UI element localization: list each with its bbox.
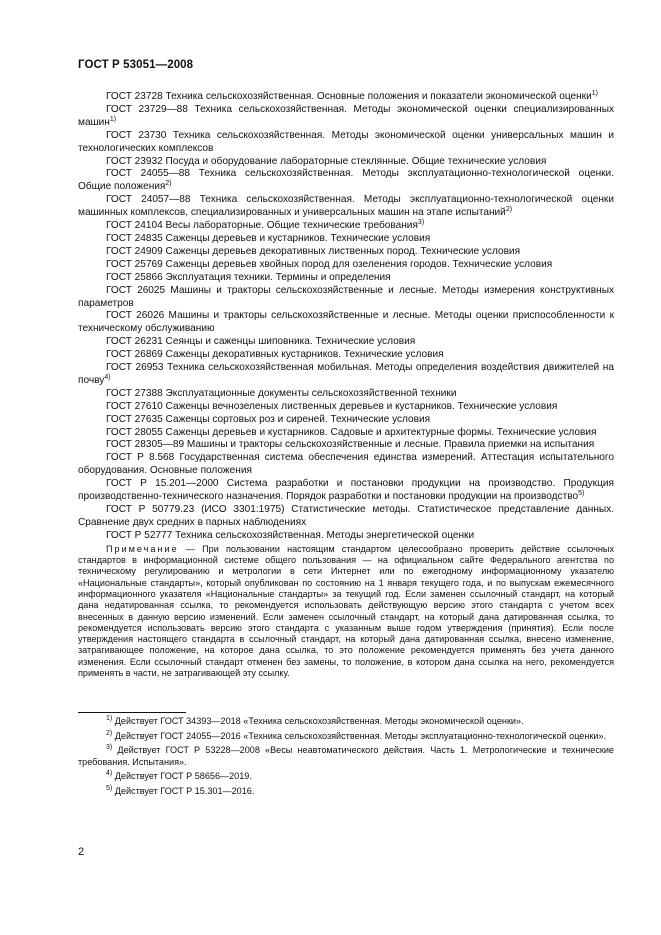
- reference-item: [78, 91, 614, 104]
- reference-item: [78, 233, 614, 246]
- reference-item: [78, 504, 614, 530]
- footnote-text: Действует ГОСТ Р 15.301—2016.: [114, 785, 255, 796]
- reference-item: [78, 388, 614, 401]
- footnote-item: [78, 731, 614, 743]
- reference-text: ГОСТ Р 50779.23 (ИСО 3301:1975) Статистические методы. Статистическое представление данных. Сравнение двух средних в парных наблюдениях: [78, 504, 614, 528]
- footnote-text: Действует ГОСТ 24055—2016 «Техника сельскохозяйственная. Методы эксплуатационно-технологической оценки».: [114, 730, 607, 741]
- footnote-marker: 4): [104, 373, 111, 381]
- reference-text: ГОСТ 23728 Техника сельскохозяйственная. Основные положения и показатели экономической оценки: [106, 91, 592, 102]
- reference-item: [78, 259, 614, 272]
- reference-text: ГОСТ Р 52777 Техника сельскохозяйственная. Методы энергетической оценки: [106, 529, 475, 541]
- reference-text: ГОСТ 28055 Саженцы деревьев и кустарников. Садовые и архитектурные формы. Технические условия: [106, 426, 597, 438]
- footnote-number: 2): [106, 729, 113, 737]
- reference-item: [78, 310, 614, 336]
- footnote-text: Действует ГОСТ Р 58656—2019.: [114, 771, 252, 782]
- reference-item: [78, 246, 614, 259]
- footnote-text: Действует ГОСТ Р 53228—2008 «Весы неавтоматического действия. Часть 1. Метрологические и технические требования. Испытания».: [78, 745, 614, 767]
- reference-item: [78, 168, 614, 194]
- reference-text: ГОСТ Р 8.568 Государственная система обеспечения единства измерений. Аттестация испытательного оборудования. Основные положения: [78, 452, 614, 477]
- reference-text: ГОСТ 24057—88 Техника сельскохозяйственная. Методы эксплуатационно-технологической оценки машинных комплексов, специализированных и универсальных машин на этапе испытаний: [78, 194, 614, 219]
- reference-text: ГОСТ 24055—88 Техника сельскохозяйственная. Методы эксплуатационно-технологической оценки. Общие положения: [78, 168, 614, 193]
- document-header-code: ГОСТ Р 53051—2008: [78, 59, 194, 71]
- reference-item: [78, 362, 614, 388]
- footnote-item: [78, 745, 614, 768]
- footnote-separator: [78, 712, 186, 713]
- reference-item: [78, 530, 614, 543]
- reference-item: [78, 439, 614, 452]
- footnote-number: 1): [106, 715, 113, 722]
- footnote-marker: 2): [165, 180, 172, 188]
- footnote-marker: 5): [578, 490, 585, 498]
- footnote-marker: 1): [109, 115, 117, 123]
- reference-text: ГОСТ 24104 Весы лабораторные. Общие технические требования: [106, 220, 418, 232]
- reference-item: [78, 156, 614, 169]
- reference-item: [78, 401, 614, 414]
- reference-text: ГОСТ 28305—89 Машины и тракторы сельскохозяйственные и лесные. Правила приемки на испытания: [106, 439, 595, 451]
- page-number: 2: [78, 846, 85, 858]
- note-paragraph: [78, 544, 614, 680]
- footnotes: [78, 716, 614, 801]
- reference-text: ГОСТ 27610 Саженцы вечнозеленых лиственных деревьев и кустарников. Технические условия: [106, 400, 558, 412]
- reference-text: ГОСТ 26953 Техника сельскохозяйственная мобильная. Методы определения воздействия движителей на почву: [78, 362, 614, 386]
- reference-item: [78, 194, 614, 220]
- reference-text: ГОСТ 26231 Сеянцы и саженцы шиповника. Технические условия: [106, 336, 416, 348]
- footnote-marker: 2): [505, 206, 513, 214]
- reference-text: ГОСТ 25866 Эксплуатация техники. Термины и определения: [106, 271, 391, 283]
- reference-item: [78, 414, 614, 427]
- reference-text: ГОСТ 23932 Посуда и оборудование лабораторные стеклянные. Общие технические условия: [106, 155, 547, 167]
- reference-text: ГОСТ Р 15.201—2000 Система разработки и постановки продукции на производство. Продукция производственно-технического назначения. Порядок разработки и постановки продукции на производство: [78, 478, 614, 503]
- footnote-number: 4): [106, 770, 113, 778]
- footnote-number: 3): [106, 744, 113, 752]
- reference-item: [78, 452, 614, 478]
- reference-text: ГОСТ 24909 Саженцы деревьев декоративных лиственных пород. Технические условия: [106, 245, 521, 257]
- reference-text: ГОСТ 23729—88 Техника сельскохозяйственная. Методы экономической оценки специализированных машин: [78, 103, 614, 128]
- normative-references: [78, 91, 614, 679]
- reference-text: ГОСТ 23730 Техника сельскохозяйственная. Методы экономической оценки универсальных машин и технологических комплексов: [78, 129, 614, 154]
- footnote-item: [78, 716, 614, 728]
- reference-text: ГОСТ 27388 Эксплуатационные документы сельскохозяйственной техники: [106, 387, 457, 399]
- reference-item: [78, 220, 614, 233]
- reference-list: [78, 91, 614, 543]
- footnote-item: [78, 786, 614, 798]
- reference-text: ГОСТ 25769 Саженцы деревьев хвойных пород для озеленения городов. Технические условия: [106, 258, 553, 270]
- reference-item: [78, 478, 614, 504]
- note-label: Примечание: [106, 543, 179, 554]
- note-dash: —: [178, 543, 203, 554]
- reference-item: [78, 272, 614, 285]
- reference-item: [78, 130, 614, 156]
- reference-item: [78, 349, 614, 362]
- footnote-marker: 1): [591, 90, 598, 97]
- reference-text: ГОСТ 26026 Машины и тракторы сельскохозяйственные и лесные. Методы оценки приспособленности к техническому обслуживанию: [78, 310, 614, 335]
- note-text: При пользовании настоящим стандартом целесообразно проверить действие ссылочных стандартов в информационной системе общего пользования — на официальном сайте Федерального агентства по техническому регулированию и метрологии в сети Интернет или по ежегодному информационному указателю «Национальные стандарты», который опубликован по состоянию на 1 января текущего года, и по выпускам ежемесячного информационного указателя «Национальные стандарты» за текущий год. Если заменен ссылочный стандарт, на который дана недатированная ссылка, то рекомендуется использовать действующую версию этого стандарта с учетом всех внесенных в данную версию изменений. Если заменен ссылочный стандарт, на который дана датированная ссылка, то рекомендуется использовать версию этого стандарта с указанным выше годом утверждения (принятия). Если после утверждения настоящего стандарта в ссылочный стандарт, на который дана датированная ссылка, внесено изменение, затрагивающее положение, на которое дана ссылка, то это положение рекомендуется применять без учета данного изменения. Если ссылочный стандарт отменен без замены, то положение, в котором дана ссылка на него, рекомендуется применять в части, не затрагивающей эту ссылку.: [78, 543, 614, 678]
- reference-text: ГОСТ 27635 Саженцы сортовых роз и сиреней. Технические условия: [106, 413, 431, 425]
- footnote-item: [78, 771, 614, 783]
- reference-item: [78, 427, 614, 440]
- reference-item: [78, 104, 614, 130]
- reference-text: ГОСТ 26025 Машины и тракторы сельскохозяйственные и лесные. Методы измерения конструктивных параметров: [78, 284, 614, 309]
- footnote-number: 5): [106, 784, 113, 792]
- footnote-text: Действует ГОСТ 34393—2018 «Техника сельскохозяйственная. Методы экономической оценки».: [114, 716, 524, 726]
- reference-item: [78, 285, 614, 311]
- reference-text: ГОСТ 24835 Саженцы деревьев и кустарников. Технические условия: [106, 232, 431, 244]
- reference-item: [78, 336, 614, 349]
- reference-text: ГОСТ 26869 Саженцы декоративных кустарников. Технические условия: [106, 349, 444, 361]
- footnote-marker: 3): [417, 219, 425, 227]
